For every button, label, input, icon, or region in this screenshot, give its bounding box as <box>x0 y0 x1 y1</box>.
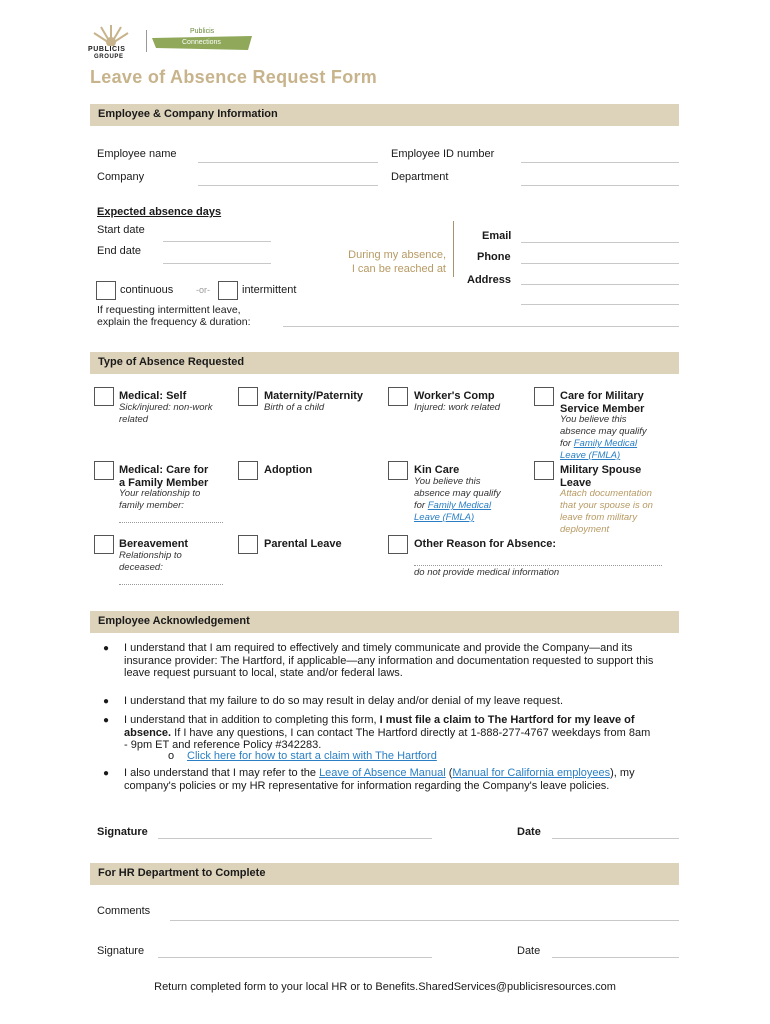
kin-care-label: Kin Care <box>414 464 460 476</box>
start-date-label: Start date <box>97 224 145 236</box>
military-care-checkbox[interactable] <box>534 387 554 406</box>
intermittent-explain-field[interactable] <box>283 326 679 327</box>
ack-p4-rest: ), my company's policies or my HR representative for information regarding the Company's leave policies. <box>124 767 635 792</box>
hartford-claim-link[interactable]: Click here for how to start a claim with The Hartford <box>187 750 437 762</box>
military-spouse-checkbox[interactable] <box>534 461 554 480</box>
military-spouse-label: Military Spouse Leave <box>560 464 642 489</box>
kin-care-desc-text: You believe this absence may qualify for <box>414 476 501 511</box>
ack-paragraph-3 <box>124 714 654 752</box>
medical-self-checkbox[interactable] <box>94 387 114 406</box>
ack-section-header <box>90 611 679 633</box>
bereavement-label: Bereavement <box>119 538 189 550</box>
start-date-field[interactable] <box>163 241 271 242</box>
continuous-checkbox[interactable] <box>96 281 116 300</box>
maternity-checkbox[interactable] <box>238 387 258 406</box>
logo-line1: PUBLICIS <box>88 46 126 53</box>
employee-name-label: Employee name <box>97 148 177 160</box>
ack-p3-rest: If I have any questions, I can contact The Hartford directly at 1-888-277-4767 weekdays from 8am - 9pm ET and reference Policy #342283. <box>124 726 651 751</box>
medical-family-checkbox[interactable] <box>94 461 114 480</box>
logo-line2: GROUPE <box>94 54 124 60</box>
ack-signature-label: Signature <box>97 826 148 838</box>
reach-note: During my absence, I can be reached at <box>348 249 446 275</box>
adoption-label: Adoption <box>264 464 313 476</box>
intermittent-note: If requesting intermittent leave, explain the frequency & duration: <box>97 304 251 328</box>
address-label: Address <box>467 274 512 286</box>
publicis-logo <box>86 22 136 58</box>
bereavement-desc: Relationship to deceased: <box>119 550 182 573</box>
absence-type-section-header <box>90 352 679 374</box>
employee-id-field[interactable] <box>521 162 679 163</box>
kin-care-desc <box>414 476 501 524</box>
workers-comp-label: Worker's Comp <box>414 390 495 402</box>
workers-comp-checkbox[interactable] <box>388 387 408 406</box>
phone-field[interactable] <box>521 263 679 264</box>
hr-signature-label: Signature <box>97 945 145 957</box>
military-care-label: Care for Military Service Member <box>560 390 645 415</box>
fmla-link[interactable]: Family Medical Leave (FMLA) <box>560 438 638 461</box>
department-label: Department <box>391 171 449 183</box>
other-note: do not provide medical information <box>414 567 560 578</box>
hr-date-field[interactable] <box>552 957 679 958</box>
medical-self-label: Medical: Self <box>119 390 187 402</box>
bullet-icon: ● <box>103 643 110 654</box>
ack-p3-intro: I understand that in addition to completing this form, <box>124 714 377 726</box>
bullet-icon: ● <box>103 696 110 707</box>
section-header-text: Employee & Company Information <box>98 108 278 120</box>
expected-absence-heading: Expected absence days <box>97 206 222 218</box>
ack-paragraph-4 <box>124 767 654 792</box>
ack-date-field[interactable] <box>552 838 679 839</box>
maternity-label: Maternity/Paternity <box>264 390 364 402</box>
contact-divider <box>453 221 454 277</box>
partner-line1: Publicis <box>190 28 215 35</box>
intermittent-checkbox[interactable] <box>218 281 238 300</box>
parental-label: Parental Leave <box>264 538 342 550</box>
company-field[interactable] <box>198 185 378 186</box>
footer-note: Return completed form to your local HR or to Benefits.SharedServices@publicisresources.com <box>154 981 616 993</box>
company-label: Company <box>97 171 145 183</box>
partner-line2: Connections <box>182 39 221 46</box>
other-checkbox[interactable] <box>388 535 408 554</box>
hr-section-header <box>90 863 679 885</box>
hr-comments-label: Comments <box>97 905 151 917</box>
hr-date-label: Date <box>517 945 541 957</box>
address-field-2[interactable] <box>521 304 679 305</box>
ack-paragraph-2: I understand that my failure to do so may result in delay and/or denial of my leave request. <box>124 695 564 707</box>
form-title: Leave of Absence Request Form <box>90 67 378 87</box>
address-field-1[interactable] <box>521 284 679 285</box>
family-relationship-field[interactable] <box>119 522 223 523</box>
end-date-field[interactable] <box>163 263 271 264</box>
end-date-label: End date <box>97 245 142 257</box>
bullet-icon: ● <box>103 715 110 726</box>
medical-self-desc: Sick/injured: non-work related <box>119 402 213 425</box>
continuous-label: continuous <box>120 284 174 296</box>
ack-signature-field[interactable] <box>158 838 432 839</box>
department-field[interactable] <box>521 185 679 186</box>
hr-signature-field[interactable] <box>158 957 432 958</box>
publicis-connections-logo <box>152 28 252 52</box>
email-label: Email <box>482 230 512 242</box>
parental-checkbox[interactable] <box>238 535 258 554</box>
military-care-desc-text: You believe this absence may qualify for <box>560 414 647 449</box>
ack-paragraph-1: I understand that I am required to effectively and timely communicate and provide the Company—and its insurance provider: The Hartford, if applicable—any information and documentation requested to support this leave request pursuant to local, state and/or federal laws. <box>124 642 654 679</box>
ack-p4-intro: I also understand that I may refer to the <box>124 767 316 779</box>
kin-care-fmla-link[interactable]: Family Medical Leave (FMLA) <box>414 500 492 523</box>
other-reason-field[interactable] <box>414 565 662 566</box>
phone-label: Phone <box>477 251 511 263</box>
logo-divider <box>146 30 147 52</box>
military-care-desc <box>560 414 647 462</box>
section-header-text: For HR Department to Complete <box>98 867 266 879</box>
bereavement-checkbox[interactable] <box>94 535 114 554</box>
employee-info-section-header <box>90 104 679 126</box>
employee-name-field[interactable] <box>198 162 378 163</box>
hr-comments-field[interactable] <box>170 920 679 921</box>
sun-emblem-icon <box>86 22 136 46</box>
medical-family-label: Medical: Care for a Family Member <box>119 464 209 489</box>
ack-p3-bold: I must file a claim to The Hartford for my leave of absence. <box>124 714 635 739</box>
medical-family-desc: Your relationship to family member: <box>119 488 201 511</box>
bereavement-relationship-field[interactable] <box>119 584 223 585</box>
sub-bullet-marker: o <box>168 750 175 762</box>
intermittent-label: intermittent <box>242 284 297 296</box>
adoption-checkbox[interactable] <box>238 461 258 480</box>
section-header-text: Employee Acknowledgement <box>98 615 250 627</box>
or-label: -or- <box>196 285 210 295</box>
maternity-desc: Birth of a child <box>264 402 325 413</box>
loa-manual-link[interactable]: Leave of Absence Manual <box>319 767 446 779</box>
california-manual-link[interactable]: Manual for California employees <box>452 767 611 779</box>
section-header-text: Type of Absence Requested <box>98 356 245 368</box>
other-label: Other Reason for Absence: <box>414 538 557 550</box>
email-field[interactable] <box>521 242 679 243</box>
employee-id-label: Employee ID number <box>391 148 495 160</box>
ack-p4-paren: ( <box>448 767 453 779</box>
military-spouse-desc: Attach documentation that your spouse is on leave from military deployment <box>560 488 653 535</box>
kin-care-checkbox[interactable] <box>388 461 408 480</box>
workers-comp-desc: Injured: work related <box>414 402 501 413</box>
bullet-icon: ● <box>103 768 110 779</box>
ack-date-label: Date <box>517 826 541 838</box>
